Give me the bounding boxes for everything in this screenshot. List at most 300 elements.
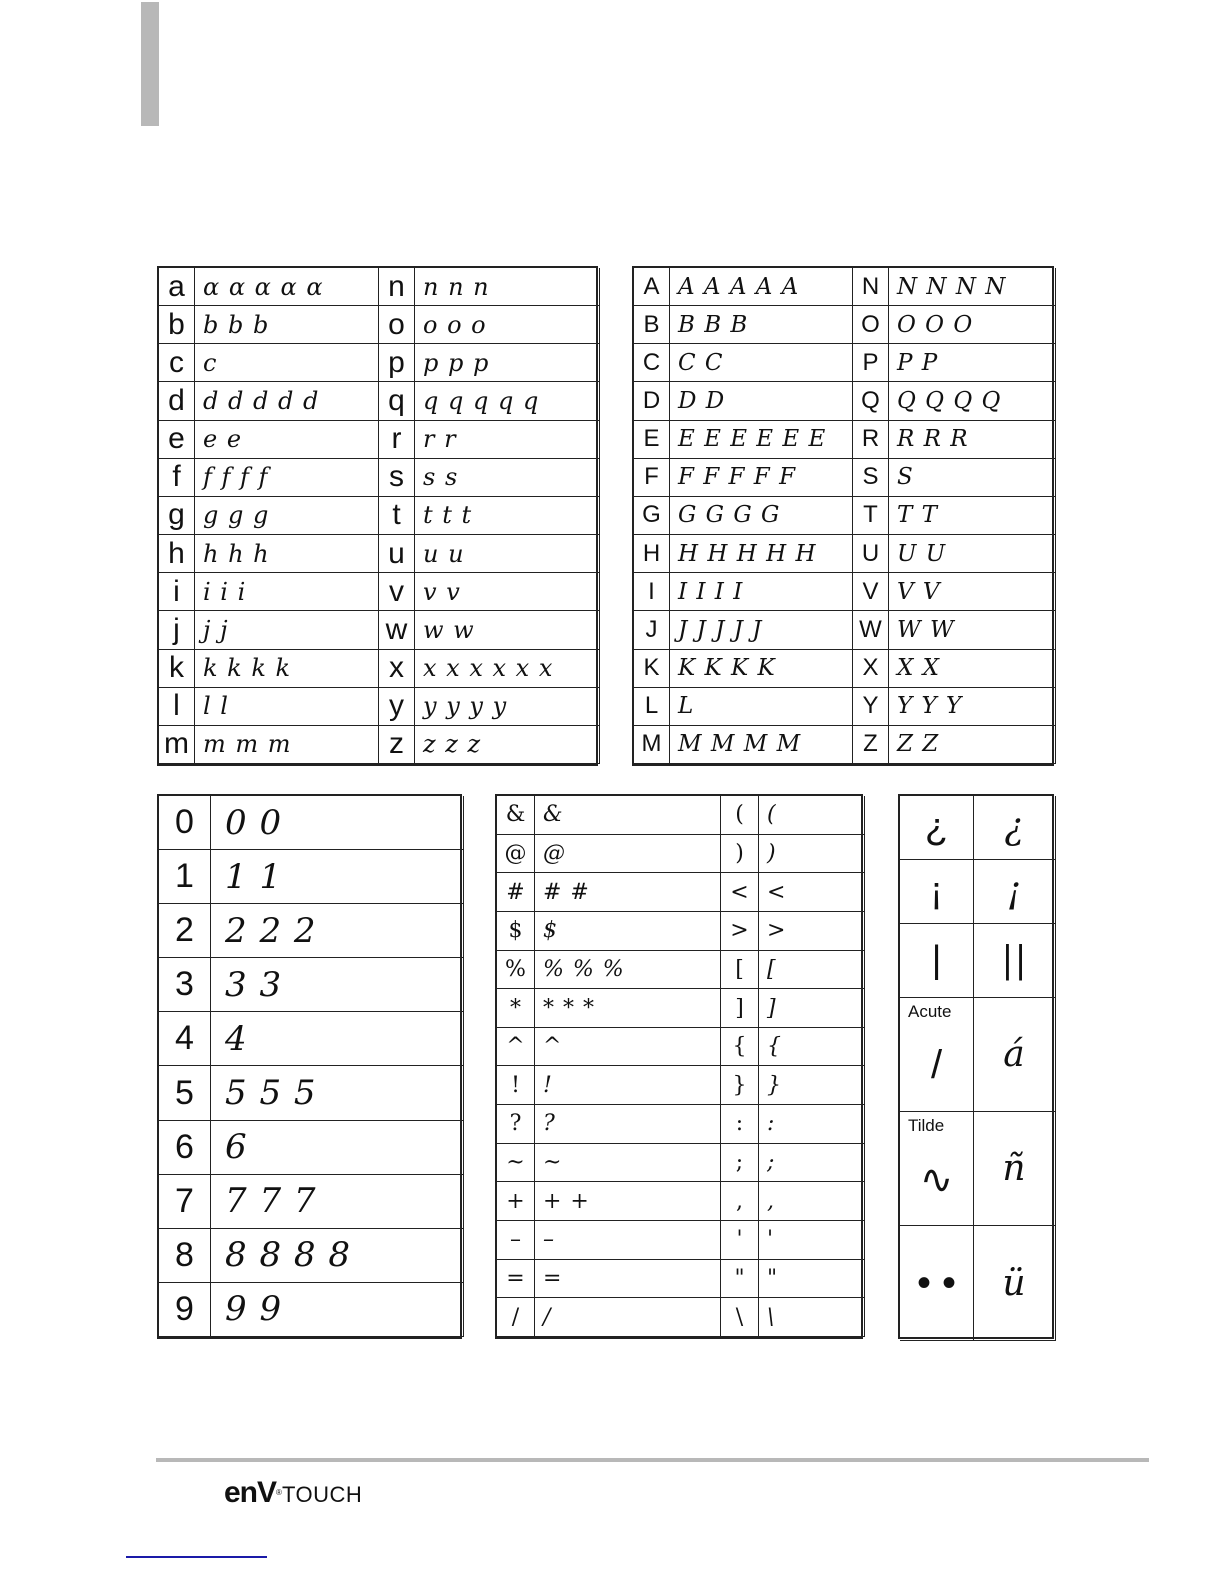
uppercase-character: D [642,387,661,415]
chapter-tab-bar [141,2,159,126]
lowercase-stroke-cell [195,306,379,344]
digit-character: 0 [175,803,194,842]
uppercase-stroke-cell [670,497,853,535]
lowercase-character: c [169,345,184,379]
brand-main-text: enV [224,1476,277,1509]
acute-example: á [1003,1034,1026,1075]
digit-key-cell [159,796,211,850]
uppercase-stroke-examples: F F F F F [678,464,797,491]
digit-key-cell [159,1175,211,1229]
lowercase-stroke-cell [195,459,379,497]
symbol-stroke-cell [759,989,865,1028]
lowercase-key-cell [379,268,415,306]
symbol-stroke-examples: ; [767,1150,776,1176]
lowercase-character: j [173,612,180,646]
digit-stroke-cell [211,1012,464,1066]
lowercase-stroke-examples: l l [203,692,229,721]
symbol-stroke-cell [535,1144,721,1183]
symbol-key-cell [497,951,535,990]
symbol-stroke-cell [759,1260,865,1299]
symbol-stroke-cell [535,951,721,990]
symbol-key-cell [721,1028,759,1067]
digit-stroke-cell [211,1283,464,1337]
symbol-character: $ [508,918,523,944]
lowercase-key-cell [159,344,195,382]
lowercase-stroke-cell [415,611,600,649]
uppercase-stroke-examples: P P [897,349,939,376]
lowercase-stroke-examples: x x x x x x [423,654,554,683]
symbol-stroke-examples: > [767,918,787,944]
symbol-stroke-cell [535,835,721,874]
symbol-key-cell [497,796,535,835]
lowercase-stroke-cell [195,650,379,688]
symbol-key-cell [721,1298,759,1337]
lowercase-key-cell [159,268,195,306]
tilde-stroke-cell [974,1112,1056,1226]
symbol-stroke-examples: , [767,1188,775,1214]
symbols-table [495,794,863,1339]
uppercase-stroke-cell [670,268,853,306]
symbol-stroke-examples: ? [543,1111,556,1137]
lowercase-character: s [389,460,404,494]
special-key-inverted-question: ¿ [924,806,949,848]
digit-stroke-cell [211,850,464,904]
lowercase-stroke-cell [415,650,600,688]
uppercase-character: J [645,615,658,643]
lowercase-character: d [168,384,185,418]
uppercase-stroke-examples: Y Y Y [897,693,963,720]
symbol-character: [ [735,956,744,982]
uppercase-stroke-examples: S [897,464,914,491]
special-key-cell [900,924,974,998]
symbol-key-cell [721,1144,759,1183]
uppercase-stroke-examples: W W [897,616,955,643]
umlaut-stroke-cell [974,1226,1056,1341]
tilde-stroke-icon: ∿ [919,1157,954,1202]
uppercase-stroke-cell [889,573,1056,611]
symbol-character: ? [509,1111,522,1137]
uppercase-character: F [644,463,659,491]
uppercase-character: G [642,501,661,529]
symbol-stroke-cell [759,873,865,912]
symbol-key-cell [721,989,759,1028]
lowercase-stroke-examples: s s [423,463,459,492]
acute-key-cell [900,998,974,1112]
lowercase-character: z [389,727,404,761]
symbol-key-cell [497,873,535,912]
digit-key-cell [159,904,211,958]
uppercase-stroke-examples: M M M M [678,731,802,758]
symbol-key-cell [497,1105,535,1144]
symbol-stroke-examples: ^ [543,1034,563,1060]
uppercase-stroke-cell [889,650,1056,688]
uppercase-key-cell [634,726,670,764]
umlaut-example: ü [1002,1262,1027,1304]
digit-key-cell [159,1066,211,1120]
symbol-character: ' [736,1227,743,1253]
uppercase-stroke-cell [670,306,853,344]
symbol-character: % [505,956,526,982]
lowercase-stroke-cell [195,611,379,649]
lowercase-key-cell [159,726,195,764]
symbol-stroke-cell [535,1028,721,1067]
uppercase-key-cell [634,268,670,306]
symbol-key-cell [497,1066,535,1105]
special-key-inverted-exclamation: ¡ [930,870,943,912]
symbol-stroke-examples: { [767,1034,782,1060]
digit-character: 5 [175,1073,194,1112]
uppercase-key-cell [634,421,670,459]
digit-character: 2 [175,911,194,950]
acute-label: Acute [908,1002,952,1021]
lowercase-key-cell [379,306,415,344]
uppercase-key-cell [853,306,889,344]
uppercase-key-cell [853,573,889,611]
lowercase-character: x [389,651,404,685]
symbol-character: } [732,1072,747,1098]
symbol-character: ^ [506,1034,525,1060]
lowercase-stroke-examples: i i i [203,577,247,606]
uppercase-stroke-examples: L [678,693,695,720]
uppercase-character: X [862,654,879,682]
uppercase-character: V [862,577,879,605]
lowercase-key-cell [379,535,415,573]
special-key-cell [900,796,974,860]
lowercase-stroke-examples: g g g [203,501,270,530]
uppercase-stroke-examples: J J J J J [678,616,763,643]
uppercase-stroke-cell [889,611,1056,649]
uppercase-key-cell [853,344,889,382]
symbol-key-cell [721,1221,759,1260]
digit-stroke-examples: 7 7 7 [225,1181,317,1222]
digit-character: 3 [175,965,194,1004]
lowercase-character: r [391,422,402,456]
digit-character: 4 [175,1019,194,1058]
uppercase-character: K [643,654,660,682]
uppercase-character: N [861,272,880,300]
symbol-stroke-cell [535,1221,721,1260]
symbol-stroke-examples: @ [543,840,566,866]
special-marks-table [898,794,1054,1339]
brand-registered-mark: ® [276,1488,282,1497]
lowercase-stroke-examples: b b b [203,310,270,339]
symbol-stroke-cell [759,796,865,835]
digit-stroke-examples: 0 0 [225,802,283,843]
lowercase-character: i [173,574,180,608]
lowercase-key-cell [159,650,195,688]
lowercase-key-cell [379,421,415,459]
symbol-key-cell [497,1028,535,1067]
symbol-character: – [510,1227,521,1253]
lowercase-character: k [169,651,184,685]
uppercase-stroke-cell [889,268,1056,306]
special-stroke-cell [974,860,1056,924]
lowercase-stroke-cell [195,573,379,611]
symbol-stroke-cell [759,951,865,990]
symbol-character: ~ [506,1150,525,1176]
symbol-character: < [730,879,749,905]
digit-stroke-examples: 4 [225,1018,248,1059]
lowercase-character: q [388,384,405,418]
symbol-key-cell [497,1298,535,1337]
symbol-stroke-examples: = [543,1266,563,1292]
symbol-key-cell [721,1066,759,1105]
symbol-stroke-examples: # # [543,879,590,905]
uppercase-character: A [643,272,660,300]
uppercase-key-cell [853,459,889,497]
symbol-stroke-cell [759,1066,865,1105]
uppercase-key-cell [634,650,670,688]
symbol-key-cell [497,835,535,874]
symbol-stroke-cell [535,796,721,835]
acute-stroke-icon: / [930,1043,943,1087]
lowercase-stroke-examples: u u [423,539,465,568]
brand-logo [224,1478,362,1510]
symbol-stroke-examples: ) [767,840,777,866]
symbol-stroke-cell [535,1105,721,1144]
symbol-stroke-examples: < [767,879,787,905]
numbers-table [157,794,462,1339]
lowercase-key-cell [379,650,415,688]
uppercase-key-cell [634,459,670,497]
symbol-character: ! [511,1072,520,1098]
lowercase-key-cell [379,611,415,649]
symbol-character: : [735,1111,744,1137]
uppercase-stroke-cell [670,650,853,688]
symbol-stroke-cell [759,1105,865,1144]
digit-stroke-examples: 3 3 [225,964,283,1005]
lowercase-stroke-cell [415,535,600,573]
lowercase-key-cell [159,535,195,573]
lowercase-key-cell [159,611,195,649]
lowercase-stroke-cell [415,573,600,611]
uppercase-character: R [861,425,880,453]
symbol-key-cell [497,1144,535,1183]
digit-key-cell [159,1012,211,1066]
uppercase-stroke-examples: D D [678,388,726,415]
symbol-character: > [730,918,749,944]
symbol-stroke-examples: % % % [543,956,625,982]
lowercase-stroke-examples: q q q q q [423,387,540,416]
digit-key-cell [159,850,211,904]
symbol-key-cell [721,912,759,951]
uppercase-stroke-examples: T T [897,502,938,529]
symbol-character: # [506,879,525,905]
uppercase-stroke-cell [889,497,1056,535]
footer-divider [156,1458,1149,1462]
digit-stroke-examples: 6 [225,1127,248,1168]
lowercase-key-cell [379,459,415,497]
lowercase-stroke-cell [195,535,379,573]
tilde-key-cell [900,1112,974,1226]
uppercase-stroke-cell [889,535,1056,573]
lowercase-stroke-cell [195,421,379,459]
lowercase-stroke-examples: v v [423,577,461,606]
uppercase-stroke-examples: V V [897,578,941,605]
lowercase-stroke-examples: y y y y [423,692,508,721]
symbol-key-cell [721,873,759,912]
special-key-cell [900,860,974,924]
uppercase-key-cell [853,688,889,726]
symbol-stroke-cell [759,1298,865,1337]
uppercase-key-cell [853,611,889,649]
symbol-character: { [732,1034,747,1060]
uppercase-stroke-examples: H H H H H [678,540,817,567]
uppercase-stroke-cell [670,611,853,649]
lowercase-key-cell [379,726,415,764]
symbol-character: , [736,1188,743,1214]
lowercase-stroke-cell [415,688,600,726]
lowercase-stroke-examples: j j [203,615,229,644]
symbol-key-cell [497,1221,535,1260]
uppercase-key-cell [853,535,889,573]
digit-character: 9 [175,1289,194,1328]
uppercase-stroke-examples: U U [897,540,947,567]
symbol-stroke-cell [535,1260,721,1299]
symbol-stroke-examples: [ [767,956,777,982]
uppercase-character: T [863,501,878,529]
uppercase-stroke-examples: O O O [897,311,974,338]
special-stroke-pipe: || [1001,940,1028,981]
symbol-character: @ [504,840,527,866]
symbol-character: ( [735,802,744,828]
umlaut-key-cell [900,1226,974,1341]
lowercase-key-cell [159,688,195,726]
uppercase-stroke-examples: C C [678,349,724,376]
digit-stroke-cell [211,1121,464,1175]
symbol-stroke-examples: ( [767,802,777,828]
uppercase-stroke-examples: I I I I [678,578,744,605]
uppercase-stroke-examples: N N N N [897,273,1007,300]
symbol-stroke-examples: ~ [543,1150,563,1176]
lowercase-stroke-examples: c [203,348,218,377]
uppercase-key-cell [853,650,889,688]
lowercase-stroke-examples: o o o [423,310,487,339]
special-key-pipe: | [931,939,942,981]
special-stroke-cell [974,924,1056,998]
lowercase-stroke-cell [195,688,379,726]
digit-stroke-cell [211,1229,464,1283]
digit-stroke-cell [211,1066,464,1120]
symbol-key-cell [721,796,759,835]
lowercase-stroke-cell [415,344,600,382]
acute-stroke-cell [974,998,1056,1112]
lowercase-character: e [168,422,185,456]
lowercase-stroke-cell [195,726,379,764]
lowercase-stroke-cell [415,726,600,764]
uppercase-key-cell [634,382,670,420]
uppercase-character: C [642,348,661,376]
lowercase-stroke-examples: h h h [203,539,270,568]
symbol-stroke-cell [759,1221,865,1260]
symbol-stroke-examples: : [767,1111,776,1137]
symbol-stroke-examples: / [543,1304,552,1330]
uppercase-key-cell [634,306,670,344]
uppercase-character: Y [862,692,879,720]
digit-stroke-examples: 1 1 [225,856,283,897]
page-bottom-rule [126,1556,267,1558]
symbol-stroke-cell [759,1028,865,1067]
uppercase-key-cell [634,688,670,726]
uppercase-character: M [641,730,662,758]
digit-character: 8 [175,1235,194,1274]
uppercase-key-cell [853,382,889,420]
symbol-stroke-cell [759,835,865,874]
lowercase-stroke-examples: m m m [203,730,292,759]
digit-stroke-cell [211,958,464,1012]
lowercase-stroke-cell [415,382,600,420]
uppercase-stroke-cell [889,421,1056,459]
uppercase-key-cell [853,268,889,306]
symbol-stroke-examples: ! [543,1072,553,1098]
uppercase-stroke-examples: R R R [897,426,969,453]
symbol-character: = [506,1266,525,1292]
uppercase-key-cell [853,421,889,459]
lowercase-character: g [168,498,185,532]
symbol-character: ; [735,1150,744,1176]
symbol-character: ] [735,995,744,1021]
symbol-stroke-cell [759,1182,865,1221]
digit-stroke-cell [211,1175,464,1229]
uppercase-stroke-cell [889,306,1056,344]
lowercase-key-cell [379,573,415,611]
lowercase-character: o [388,307,405,341]
lowercase-character: p [388,345,405,379]
lowercase-key-cell [159,382,195,420]
uppercase-stroke-cell [670,344,853,382]
digit-stroke-examples: 8 8 8 8 [225,1235,351,1276]
symbol-stroke-examples: – [543,1227,555,1253]
uppercase-stroke-cell [670,688,853,726]
uppercase-stroke-cell [889,459,1056,497]
symbol-character: / [511,1304,520,1330]
lowercase-character: l [173,689,180,723]
uppercase-character: B [643,310,660,338]
uppercase-stroke-cell [889,382,1056,420]
symbol-stroke-examples: $ [543,918,558,944]
symbol-stroke-examples: \ [767,1304,776,1330]
symbol-key-cell [721,1260,759,1299]
symbol-stroke-cell [535,1298,721,1337]
lowercase-stroke-examples: t t t [423,501,473,530]
uppercase-key-cell [634,573,670,611]
digit-stroke-cell [211,796,464,850]
lowercase-character: f [172,460,181,494]
special-stroke-cell [974,796,1056,860]
uppercase-character: S [862,463,879,491]
lowercase-character: m [164,727,189,761]
lowercase-stroke-cell [195,497,379,535]
lowercase-character: u [388,536,405,570]
uppercase-stroke-cell [889,344,1056,382]
symbol-key-cell [721,951,759,990]
uppercase-stroke-cell [670,421,853,459]
lowercase-stroke-examples: f f f f [203,463,269,492]
uppercase-key-cell [634,611,670,649]
symbol-key-cell [721,1182,759,1221]
digit-key-cell [159,1229,211,1283]
symbol-character: & [505,802,526,828]
uppercase-key-cell [634,535,670,573]
uppercase-stroke-cell [670,459,853,497]
symbol-stroke-examples: * * * [543,995,595,1021]
symbol-character: * [510,995,521,1021]
symbol-stroke-cell [535,873,721,912]
lowercase-key-cell [159,306,195,344]
symbol-stroke-examples: } [767,1072,782,1098]
uppercase-character: E [643,425,660,453]
lowercase-key-cell [379,497,415,535]
